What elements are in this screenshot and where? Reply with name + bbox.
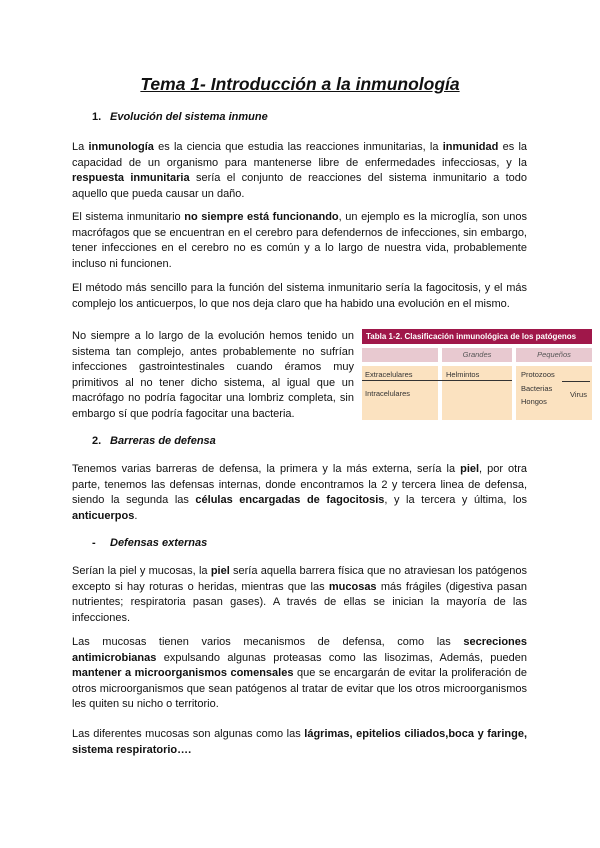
text-run: sería el conjunto de reacciones del sistema inmunitario a todo aquello que pueda causar un daño. (72, 172, 527, 200)
section-heading: 1. Evolución del sistema inmune (92, 111, 268, 123)
text-run: es la ciencia que estudia las reacciones inmunitarias, la (153, 141, 443, 153)
bold-term: piel (210, 565, 230, 577)
bold-term: inmunidad (442, 141, 499, 153)
paragraph (72, 210, 527, 272)
text-run: Tenemos varias barreras de defensa, la primera y la más externa, sería la (72, 463, 461, 475)
bold-term: inmunología (88, 141, 154, 153)
text-run: Las diferentes mucosas son algunas como las (72, 728, 305, 740)
paragraph (72, 564, 527, 626)
text-run: sería aquella barrera física que no atraviesan los patógenos excepto si hay roturas o heridas, mientras que las (72, 565, 527, 593)
text-run: , y la tercera y última, los (384, 494, 527, 507)
text-run: más frágiles (digestiva pasan nutrientes; respiratoria pasan gases). A través de ellas se inician la mayoría de las infecciones. (72, 580, 527, 624)
paragraph (72, 635, 527, 713)
text-run: , un ejemplo es la microglía, son unos macrófagos que se encuentran en el cerebro para defendernos de infecciones, sin embargo, tener infecciones en el cerebro no es común y a lo largo de nuestra vida, probablemente incluso ni funcionen. (72, 211, 527, 270)
pathogen-classification-table (362, 329, 592, 420)
text-run: No siempre a lo largo de la evolución hemos tenido un sistema tan complejo, antes probablemente no sufrían infecciones gastrointestinales cuando éramos muy primitivos al no tener dicho sistema, al igual que un macrófago no podría fagocitar una lombriz completa, sin embargo sí que podría fagocitar una bacteria. (72, 330, 354, 420)
bold-term: secreciones antimicrobianas (72, 636, 527, 664)
paragraph (72, 329, 354, 423)
bold-term: piel (460, 463, 480, 475)
text-run: La (72, 141, 89, 153)
page-title: Tema 1- Introducción a la inmunología (140, 74, 460, 94)
table-cell: Virus (570, 390, 587, 399)
paragraph (72, 140, 527, 202)
col-header: Grandes (442, 348, 512, 362)
row-label: Intracelulares (365, 389, 411, 398)
text-run: El método más sencillo para la función del sistema inmunitario sería la fagocitosis, y el más complejo los anticuerpos, lo que nos deja claro que ha habido una evolución en el mismo. (72, 282, 527, 310)
table-cell: Hongos (521, 397, 547, 406)
bold-term: anticuerpos (72, 509, 135, 522)
col-header: Pequeños (516, 348, 592, 362)
text-run: es la capacidad de un organismo para mantenerse libre de enfermedades infecciosas, y la (72, 141, 528, 169)
table-cell: Bacterias (521, 384, 553, 393)
divider (362, 380, 512, 381)
divider (562, 381, 590, 382)
section-heading: 2. Barreras de defensa (92, 435, 216, 447)
bold-term: no siempre está funcionando (184, 211, 339, 223)
paragraph (72, 281, 527, 312)
bold-term: lágrimas, epitelios ciliados,boca y faringe, sistema respiratorio…. (72, 728, 527, 756)
paragraph (72, 462, 527, 524)
text-run: El sistema inmunitario (72, 211, 185, 223)
bold-term: respuesta inmunitaria (72, 172, 190, 185)
paragraph (72, 727, 527, 758)
bold-term: mucosas (328, 580, 377, 593)
text-run: , por otra parte, tenemos las defensas internas, donde encontramos la 2 y tercera linea de defensa, siendo la segunda las (72, 463, 527, 507)
text-run: . (134, 509, 138, 522)
text-run: Las mucosas tienen varios mecanismos de defensa, como las (72, 636, 464, 648)
row-label: Extracelulares (365, 370, 413, 379)
table-cell: Helmintos (446, 370, 480, 379)
text-run: que se encargarán de evitar la proliferación de otros microorganismos que sean patógenos al tratar de evitar que los otros microorganismos les quiten su nicho o territorio. (72, 667, 527, 711)
bold-term: células encargadas de fagocitosis (195, 494, 385, 507)
section-heading: - Defensas externas (92, 537, 208, 549)
table-cell: Protozoos (521, 370, 555, 379)
table-caption: Tabla 1-2. Clasificación inmunológica de los patógenos (362, 329, 592, 344)
bold-term: mantener a microorganismos comensales (72, 667, 294, 680)
text-run: Serían la piel y mucosas, la (72, 565, 211, 577)
text-run: expulsando algunas proteasas como las lisozimas, Además, pueden (156, 651, 527, 664)
